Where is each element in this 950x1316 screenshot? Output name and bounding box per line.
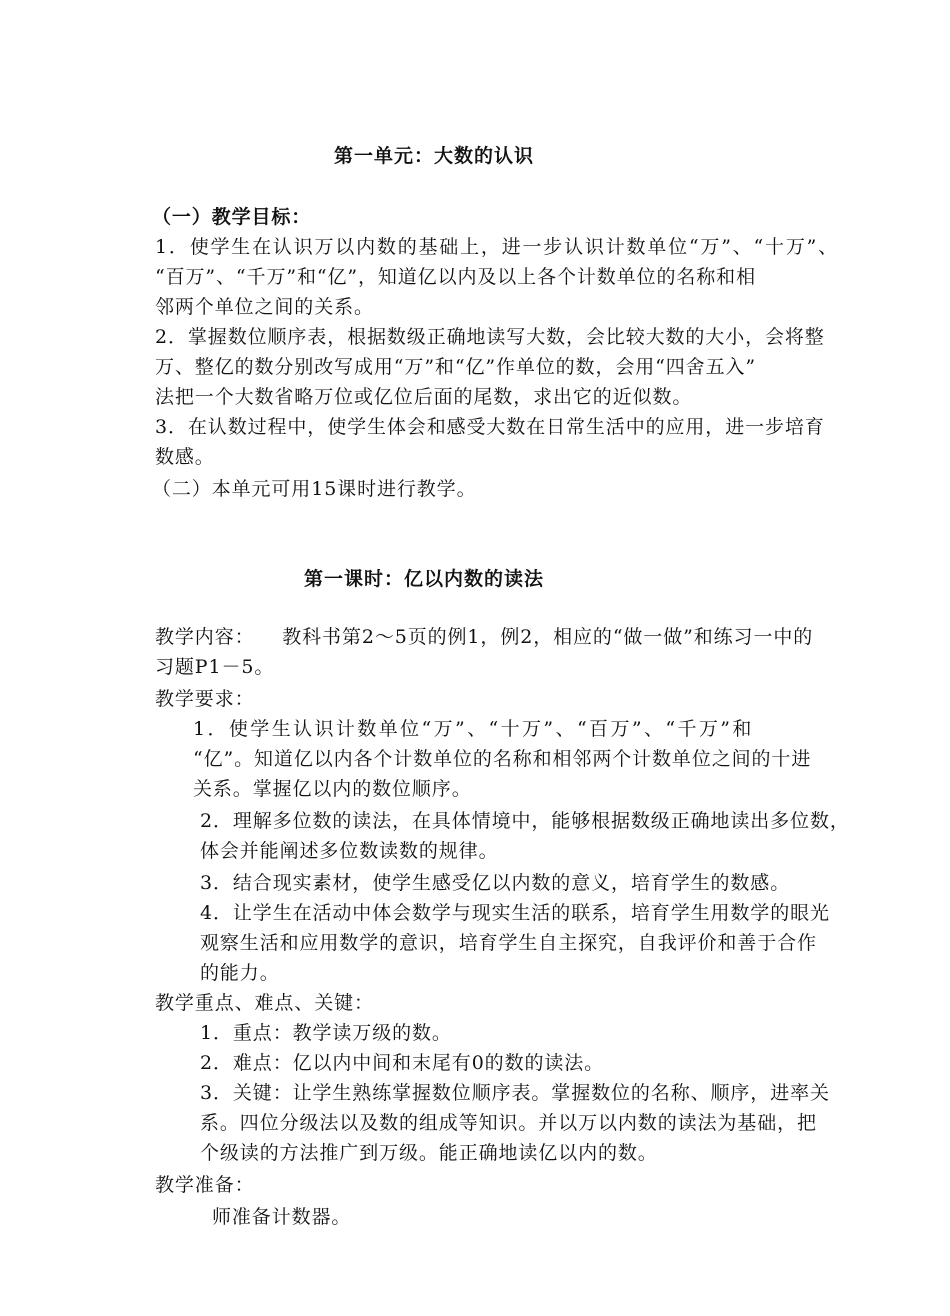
lesson-content: 习题P1－5。 xyxy=(155,656,275,678)
requirement-line: 观察生活和应用数学的意识，培育学生自主探究，自我评价和善于合作 xyxy=(200,932,817,954)
requirement-line: 1．使学生认识计数单位“万”、“十万”、“百万”、“千万”和 xyxy=(193,718,754,740)
goal-line: 1．使学生在认识万以内数的基础上，进一步认识计数单位“万”、“十万”、 xyxy=(155,236,839,258)
goal-line: 万、整亿的数分别改写成用“万”和“亿”作单位的数，会用“四舍五入” xyxy=(155,356,756,378)
requirement-line: 关系。掌握亿以内的数位顺序。 xyxy=(193,778,472,800)
keypoint-line: 3．关键：让学生熟练掌握数位顺序表。掌握数位的名称、顺序，进率关 xyxy=(200,1082,830,1104)
unit-hours: （二）本单元可用15课时进行教学。 xyxy=(152,478,477,500)
keypoint-line: 系。四位分级法以及数的组成等知识。并以万以内数的读法为基础，把 xyxy=(200,1112,817,1134)
prep-text: 师准备计数器。 xyxy=(212,1206,352,1228)
goal-line: “百万”、“千万”和“亿”，知道亿以内及以上各个计数单位的名称和相 xyxy=(155,266,756,288)
keypoints-heading: 教学重点、难点、关键： xyxy=(155,992,374,1014)
requirement-line: “亿”。知道亿以内各个计数单位的名称和相邻两个计数单位之间的十进 xyxy=(193,748,812,770)
goals-heading: （一）教学目标： xyxy=(152,206,312,228)
requirement-line: 3．结合现实素材，使学生感受亿以内数的意义，培育学生的数感。 xyxy=(200,872,791,894)
goal-line: 邻两个单位之间的关系。 xyxy=(155,296,374,318)
goal-line: 3．在认数过程中，使学生体会和感受大数在日常生活中的应用，进一步培育 xyxy=(155,416,825,438)
requirement-line: 2．理解多位数的读法，在具体情境中，能够根据数级正确地读出多位数， xyxy=(200,810,850,832)
requirement-line: 4．让学生在活动中体会数学与现实生活的联系，培育学生用数学的眼光 xyxy=(200,902,830,924)
keypoint-line: 2．难点：亿以内中间和末尾有0的数的读法。 xyxy=(200,1052,605,1074)
goal-line: 2．掌握数位顺序表，根据数级正确地读写大数，会比较大数的大小，会将整 xyxy=(155,326,825,348)
goal-line: 法把一个大数省略万位或亿位后面的尾数，求出它的近似数。 xyxy=(155,386,693,408)
lesson-title: 第一课时：亿以内数的读法 xyxy=(304,568,545,590)
prep-heading: 教学准备： xyxy=(155,1174,255,1196)
keypoint-line: 个级读的方法推广到万级。能正确地读亿以内的数。 xyxy=(200,1142,658,1164)
goal-line: 数感。 xyxy=(155,446,215,468)
requirements-heading: 教学要求： xyxy=(155,688,255,710)
requirement-line: 的能力。 xyxy=(200,962,280,984)
unit-title: 第一单元：大数的认识 xyxy=(334,145,535,167)
lesson-content: 教学内容： 教科书第2～5页的例1，例2，相应的“做一做”和练习一中的 xyxy=(155,626,814,648)
keypoint-line: 1．重点：教学读万级的数。 xyxy=(200,1022,452,1044)
requirement-line: 体会并能阐述多位数读数的规律。 xyxy=(200,840,499,862)
